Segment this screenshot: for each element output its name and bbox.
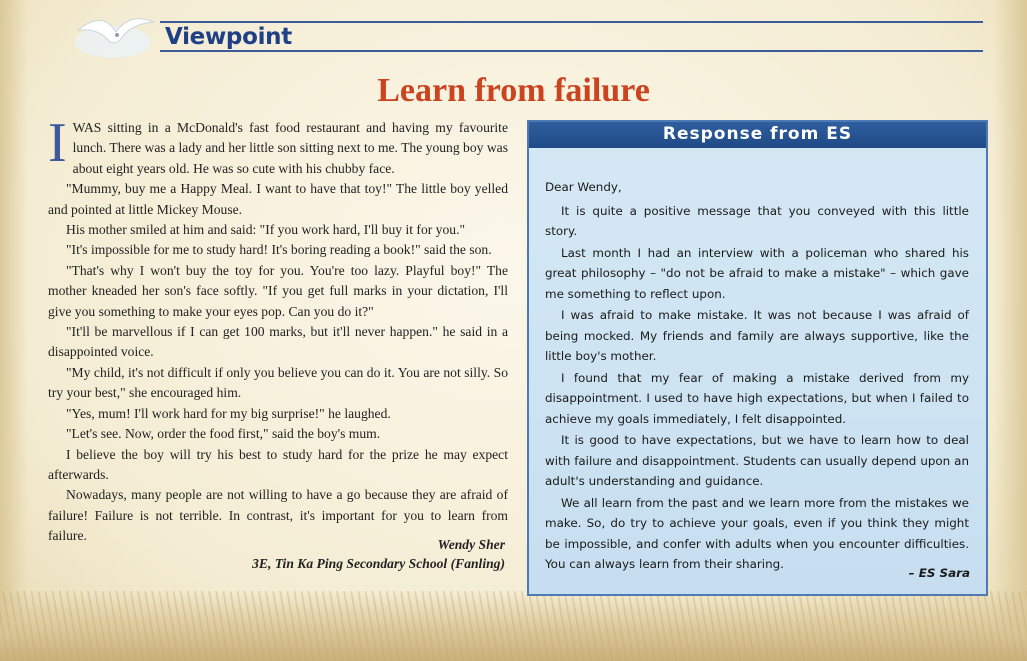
response-body	[545, 177, 969, 576]
article-paragraph: His mother smiled at him and said: "If you work hard, I'll buy it for you."	[66, 222, 466, 238]
article-paragraph: Nowadays, many people are not willing to have a go because they are afraid of failure! Failure is not terrible. In contrast, it's important for you to learn from failure.	[48, 487, 508, 544]
article-headline: Learn from failure	[377, 72, 650, 109]
drop-cap: I	[48, 112, 67, 174]
author-school: 3E, Tin Ka Ping Secondary School (Fanling)	[252, 556, 505, 571]
response-paragraph: I found that my fear of making a mistake derived from my disappointment. I used to have high expectations, but when I failed to achieve my goals immediately, I felt disappointed.	[545, 370, 969, 426]
article-paragraph: "Let's see. Now, order the food first," said the boy's mum.	[66, 426, 381, 442]
article-paragraph: "My child, it's not difficult if only you believe you can do it. You are not silly. So try your best," she encouraged him.	[48, 364, 508, 401]
header-rule-bottom	[160, 50, 983, 52]
response-signature: – ES Sara	[908, 566, 970, 580]
article-first-paragraph	[48, 112, 508, 179]
author-name: Wendy Sher	[437, 537, 505, 552]
header-rule-top	[160, 21, 983, 23]
response-paragraph: It is good to have expectations, but we have to learn how to deal with failure and disappointment. Students can usually depend upon an adult's understanding and guidance.	[545, 433, 969, 488]
article-paragraph: "Mummy, buy me a Happy Meal. I want to have that toy!" The little boy yelled and pointed at little Mickey Mouse.	[48, 181, 508, 217]
response-header	[529, 122, 986, 148]
article-paragraph: "It'll be marvellous if I can get 100 marks, but it'll never happen." he said in a disappointed voice.	[48, 324, 508, 360]
article-paragraph: "Yes, mum! I'll work hard for my big surprise!" he laughed.	[66, 405, 391, 421]
response-greeting: Dear Wendy,	[545, 180, 622, 194]
section-title: Viewpoint	[165, 24, 292, 50]
article-paragraph: "That's why I won't buy the toy for you. You're too lazy. Playful boy!" The mother kneaded her son's face softly. "If you get full marks in your dictation, I'll give you something to make your eyes pop. Can you do it?"	[48, 262, 508, 319]
response-paragraph: I was afraid to make mistake. It was not because I was afraid of being mocked. My friends and family are always supportive, like the little boy's mother.	[545, 308, 969, 363]
first-paragraph-text: WAS sitting in a McDonald's fast food restaurant and having my favourite lunch. There was a lady and her little son sitting next to me. The young boy was about eight years old. He was so cute with his chubby face.	[72, 120, 508, 176]
response-paragraph: It is quite a positive message that you conveyed with this little story.	[545, 203, 969, 238]
seagull-icon	[58, 2, 168, 64]
article-body	[48, 112, 508, 547]
response-box	[527, 120, 988, 596]
article-paragraph: I believe the boy will try his best to study hard for the prize he may expect afterwards.	[48, 446, 508, 482]
response-title: Response from ES	[662, 124, 853, 144]
response-paragraph: We all learn from the past and we learn more from the mistakes we make. So, do try to achieve your goals, even if you think they might be impossible, and confer with adults when you encounter difficulties. You can always learn from their sharing.	[545, 495, 969, 571]
grass-decoration	[0, 591, 1027, 661]
response-paragraph: Last month I had an interview with a policeman who shared his great philosophy – "do not be afraid to make a mistake" – which gave me something to reflect upon.	[545, 245, 969, 301]
article-paragraph: "It's impossible for me to study hard! It's boring reading a book!" said the son.	[66, 242, 492, 258]
